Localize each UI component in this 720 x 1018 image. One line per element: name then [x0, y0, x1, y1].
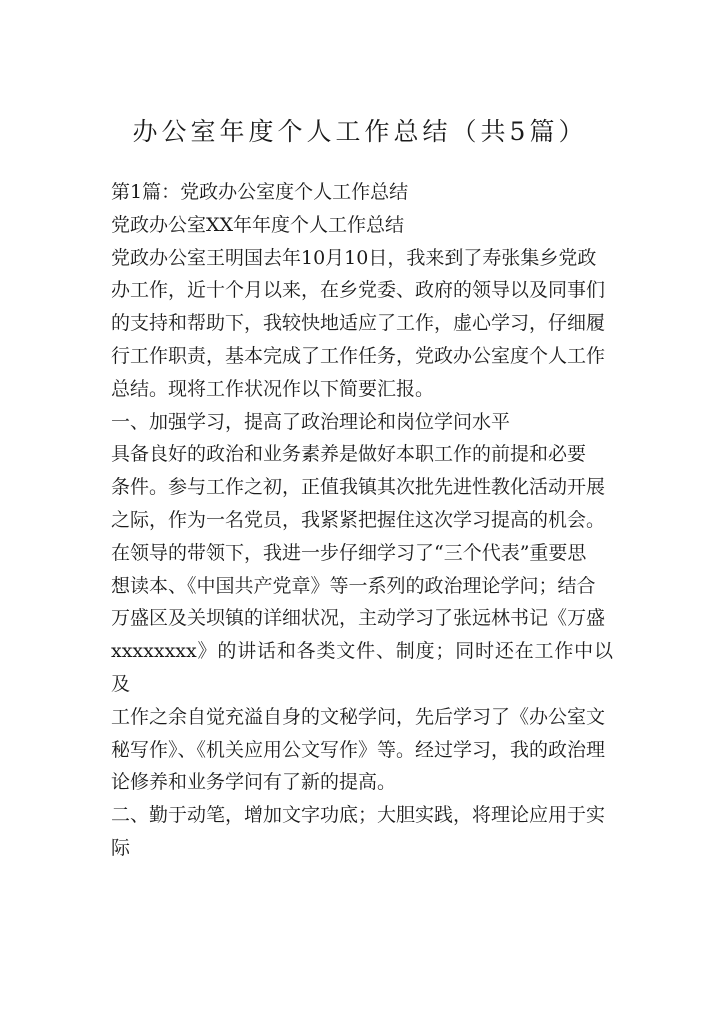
document-body [111, 176, 613, 865]
text-line: 万盛区及关坝镇的详细状况，主动学习了张远林书记《万盛 [111, 607, 606, 630]
text-line: 具备良好的政治和业务素养是做好本职工作的前提和必要 [111, 443, 587, 466]
text-line: 论修养和业务学问有了新的提高。 [111, 771, 397, 794]
text-line: 想读本、《中国共产党章》等一系列的政治理论学问；结合 [111, 574, 596, 597]
text-line: xxxxxxxx》的讲话和各类文件、制度；同时还在工作中以及 [111, 640, 613, 695]
text-line: 党政办公室王明国去年10月10日，我来到了寿张集乡党政 [111, 246, 597, 269]
text-line: 条件。参与工作之初，正值我镇其次批先进性教化活动开展 [111, 476, 606, 499]
text-line: 党政办公室XX年年度个人工作总结 [111, 213, 405, 236]
text-line: 总结。现将工作状况作以下简要汇报。 [111, 377, 435, 400]
text-line: 秘写作》、《机关应用公文写作》等。经过学习，我的政治理 [111, 738, 606, 761]
document-title: 办公室年度个人工作总结（共5篇） [132, 117, 588, 146]
text-line: 际 [111, 836, 131, 859]
text-line: 第1篇：党政办公室度个人工作总结 [111, 181, 409, 203]
text-line: 在领导的带领下，我进一步仔细学习了“三个代表”重要思 [111, 541, 587, 564]
text-line: 的支持和帮助下，我较快地适应了工作，虚心学习，仔细履 [111, 312, 606, 335]
text-line: 工作之余自觉充溢自身的文秘学问，先后学习了《办公室文 [111, 705, 606, 728]
section-heading: 二、勤于动笔，增加文字功底；大胆实践，将理论应用于实 [111, 804, 606, 827]
section-heading: 一、加强学习，提高了政治理论和岗位学问水平 [111, 410, 511, 433]
text-line: 行工作职责，基本完成了工作任务，党政办公室度个人工作 [111, 344, 606, 367]
text-line: 之际，作为一名党员，我紧紧把握住这次学习提高的机会。 [111, 508, 606, 531]
text-line: 办工作，近十个月以来，在乡党委、政府的领导以及同事们 [111, 279, 606, 302]
